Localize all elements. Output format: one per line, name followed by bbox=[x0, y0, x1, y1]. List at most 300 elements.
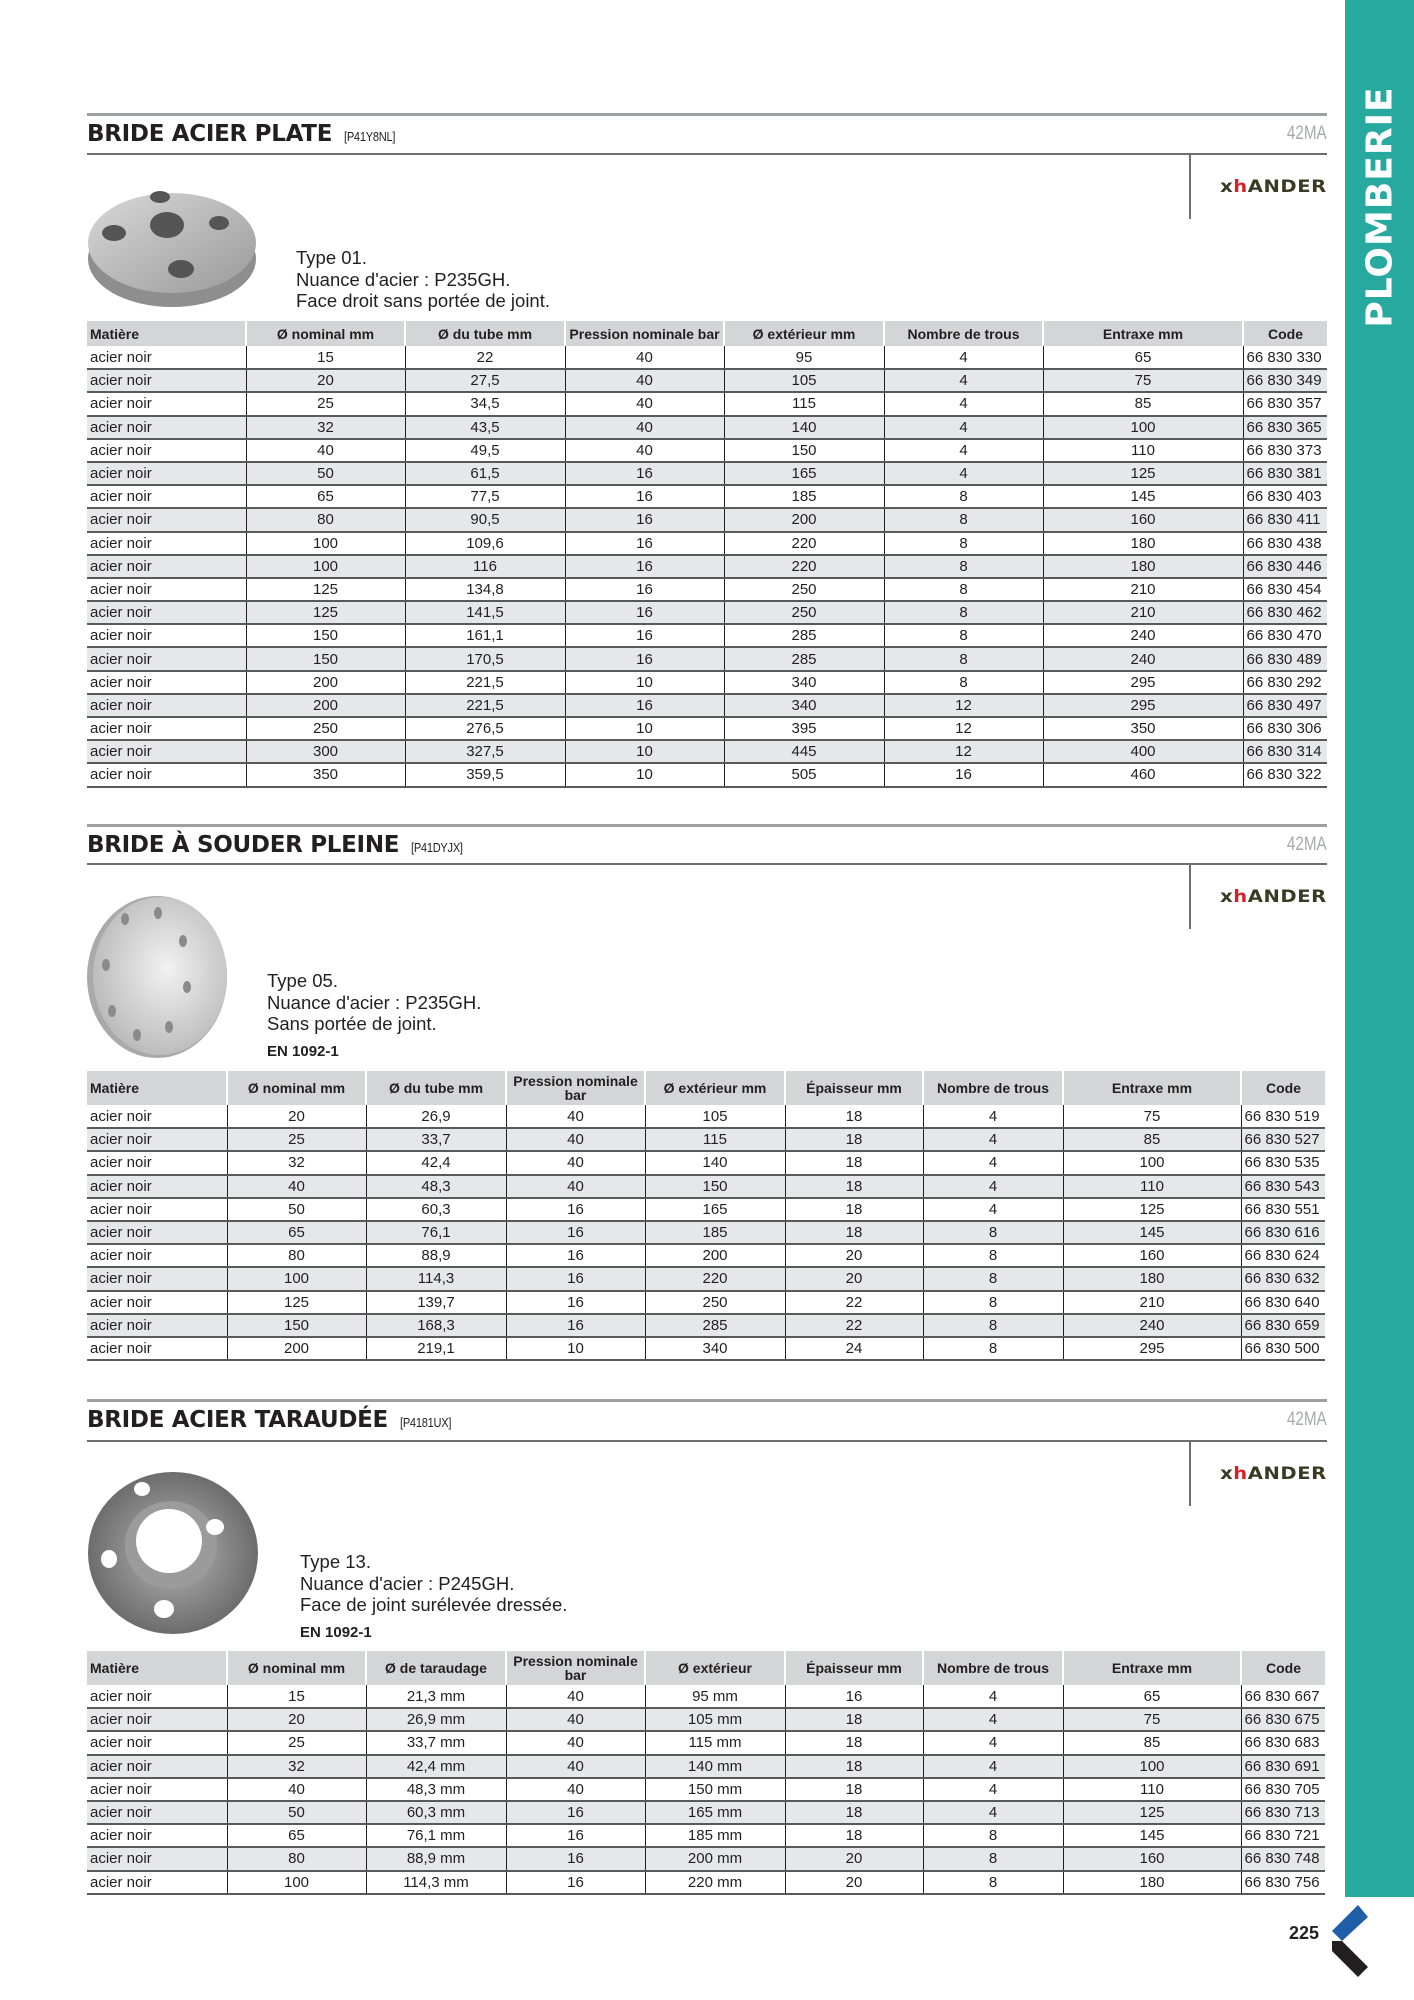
table-cell: 10 bbox=[565, 740, 724, 763]
table-cell: 100 bbox=[1063, 1755, 1241, 1778]
table-cell: 4 bbox=[923, 1685, 1063, 1708]
table-cell: 8 bbox=[884, 578, 1043, 601]
table-cell: 139,7 bbox=[366, 1291, 506, 1314]
column-header: Épaisseur mm bbox=[785, 1071, 923, 1105]
table-cell: acier noir bbox=[87, 694, 246, 717]
table-cell: 85 bbox=[1063, 1731, 1241, 1754]
table-cell: 359,5 bbox=[405, 763, 565, 786]
table-cell: 240 bbox=[1043, 647, 1243, 670]
table-cell: 40 bbox=[227, 1778, 366, 1801]
table-cell: 125 bbox=[246, 601, 405, 624]
norm-label: EN 1092-1 bbox=[300, 1623, 372, 1641]
table-cell: 16 bbox=[506, 1801, 645, 1824]
table-cell: 100 bbox=[246, 555, 405, 578]
table-cell: 21,3 mm bbox=[366, 1685, 506, 1708]
table-cell: 12 bbox=[884, 694, 1043, 717]
table-cell: 114,3 mm bbox=[366, 1871, 506, 1894]
table-cell: 40 bbox=[246, 439, 405, 462]
column-header: Ø extérieur mm bbox=[645, 1071, 785, 1105]
table-row bbox=[87, 1685, 1325, 1708]
flange-plate-image bbox=[87, 185, 257, 309]
table-cell: 10 bbox=[565, 763, 724, 786]
table-cell: 145 bbox=[1063, 1824, 1241, 1847]
table-cell: acier noir bbox=[87, 671, 246, 694]
table-cell: 4 bbox=[923, 1175, 1063, 1198]
table-cell: 8 bbox=[884, 601, 1043, 624]
table-cell: 20 bbox=[227, 1105, 366, 1128]
table-cell: 125 bbox=[1043, 462, 1243, 485]
table-cell: 40 bbox=[565, 416, 724, 439]
product-code-cell: 66 830 489 bbox=[1243, 647, 1327, 670]
column-header: Ø de taraudage bbox=[366, 1651, 506, 1685]
column-header: Nombre de trous bbox=[923, 1071, 1063, 1105]
table-cell: 150 bbox=[227, 1314, 366, 1337]
table-cell: 8 bbox=[884, 647, 1043, 670]
table-cell: 33,7 mm bbox=[366, 1731, 506, 1754]
table-cell: 18 bbox=[785, 1198, 923, 1221]
product-description: Type 05. Nuance d'acier : P235GH. Sans portée de joint. EN 1092-1 bbox=[267, 970, 481, 1062]
table-cell: 18 bbox=[785, 1151, 923, 1174]
table-cell: 40 bbox=[506, 1685, 645, 1708]
table-cell: 110 bbox=[1043, 439, 1243, 462]
column-header: Ø extérieur bbox=[645, 1651, 785, 1685]
table-cell: 400 bbox=[1043, 740, 1243, 763]
norm-label: EN 1092-1 bbox=[267, 1042, 339, 1060]
table-row bbox=[87, 1778, 1325, 1801]
page-number: 225 bbox=[1289, 1923, 1320, 1943]
table-cell: 115 bbox=[645, 1128, 785, 1151]
product-code-cell: 66 830 705 bbox=[1241, 1778, 1325, 1801]
column-header: Ø extérieur mm bbox=[724, 321, 884, 346]
table-cell: acier noir bbox=[87, 1175, 227, 1198]
table-cell: 16 bbox=[506, 1847, 645, 1870]
product-code-cell: 66 830 748 bbox=[1241, 1847, 1325, 1870]
table-cell: acier noir bbox=[87, 1128, 227, 1151]
table-cell: 140 mm bbox=[645, 1755, 785, 1778]
product-code-cell: 66 830 462 bbox=[1243, 601, 1327, 624]
table-cell: 100 bbox=[246, 532, 405, 555]
column-header: Ø nominal mm bbox=[227, 1651, 366, 1685]
table-cell: 340 bbox=[724, 694, 884, 717]
section-rule bbox=[87, 113, 1327, 116]
brand-logo: xhANDER bbox=[1220, 1464, 1327, 1484]
table-cell: 16 bbox=[565, 601, 724, 624]
table-cell: 10 bbox=[506, 1337, 645, 1360]
table-cell: 60,3 mm bbox=[366, 1801, 506, 1824]
table-cell: 180 bbox=[1063, 1871, 1241, 1894]
table-cell: acier noir bbox=[87, 1244, 227, 1267]
column-header: Ø nominal mm bbox=[246, 321, 405, 346]
table-cell: acier noir bbox=[87, 1337, 227, 1360]
table-cell: 10 bbox=[565, 671, 724, 694]
threaded-flange-image bbox=[87, 1471, 259, 1635]
table-cell: 20 bbox=[785, 1267, 923, 1290]
product-code-cell: 66 830 616 bbox=[1241, 1221, 1325, 1244]
section-title: BRIDE ACIER PLATE [P41Y8NL] bbox=[87, 121, 395, 147]
table-row bbox=[87, 671, 1327, 694]
table-cell: 40 bbox=[506, 1105, 645, 1128]
table-cell: 150 mm bbox=[645, 1778, 785, 1801]
product-code-cell: 66 830 446 bbox=[1243, 555, 1327, 578]
table-cell: 95 bbox=[724, 346, 884, 369]
table-cell: acier noir bbox=[87, 740, 246, 763]
table-cell: 4 bbox=[884, 439, 1043, 462]
table-cell: 16 bbox=[506, 1314, 645, 1337]
blind-flange-image bbox=[87, 895, 229, 1059]
table-cell: acier noir bbox=[87, 1314, 227, 1337]
table-cell: 60,3 bbox=[366, 1198, 506, 1221]
section-rule bbox=[87, 1440, 1327, 1442]
table-cell: 140 bbox=[645, 1151, 785, 1174]
column-header: Entraxe mm bbox=[1063, 1071, 1241, 1105]
product-code-cell: 66 830 438 bbox=[1243, 532, 1327, 555]
table-row bbox=[87, 1221, 1325, 1244]
table-cell: 40 bbox=[506, 1731, 645, 1754]
table-cell: 18 bbox=[785, 1824, 923, 1847]
table-cell: 220 mm bbox=[645, 1871, 785, 1894]
table-cell: 114,3 bbox=[366, 1267, 506, 1290]
table-cell: 160 bbox=[1063, 1847, 1241, 1870]
table-cell: 165 bbox=[724, 462, 884, 485]
table-cell: 95 mm bbox=[645, 1685, 785, 1708]
table-cell: 27,5 bbox=[405, 369, 565, 392]
chevron-logo-icon bbox=[1330, 1905, 1370, 1977]
table-cell: 16 bbox=[884, 763, 1043, 786]
table-cell: 40 bbox=[565, 439, 724, 462]
product-code-cell: 66 830 721 bbox=[1241, 1824, 1325, 1847]
table-header-row bbox=[87, 321, 1327, 346]
table-cell: acier noir bbox=[87, 1198, 227, 1221]
table-cell: 50 bbox=[246, 462, 405, 485]
table-cell: 15 bbox=[246, 346, 405, 369]
table-cell: 16 bbox=[506, 1244, 645, 1267]
table-cell: 150 bbox=[645, 1175, 785, 1198]
table-cell: 50 bbox=[227, 1198, 366, 1221]
table-cell: 170,5 bbox=[405, 647, 565, 670]
table-cell: 109,6 bbox=[405, 532, 565, 555]
table-row bbox=[87, 462, 1327, 485]
table-row bbox=[87, 1708, 1325, 1731]
table-cell: acier noir bbox=[87, 1801, 227, 1824]
table-cell: acier noir bbox=[87, 485, 246, 508]
table-cell: acier noir bbox=[87, 555, 246, 578]
section-bride-acier-taraudee bbox=[87, 1399, 1327, 1899]
table-cell: 16 bbox=[506, 1221, 645, 1244]
table-cell: 85 bbox=[1063, 1128, 1241, 1151]
table-cell: 20 bbox=[785, 1871, 923, 1894]
table-row bbox=[87, 485, 1327, 508]
column-header: Ø nominal mm bbox=[227, 1071, 366, 1105]
column-header: Nombre de trous bbox=[884, 321, 1043, 346]
table-row bbox=[87, 1314, 1325, 1337]
product-code-cell: 66 830 667 bbox=[1241, 1685, 1325, 1708]
table-cell: 65 bbox=[1063, 1685, 1241, 1708]
table-cell: 16 bbox=[565, 578, 724, 601]
table-cell: 140 bbox=[724, 416, 884, 439]
table-cell: acier noir bbox=[87, 1105, 227, 1128]
table-cell: 4 bbox=[923, 1801, 1063, 1824]
table-row bbox=[87, 416, 1327, 439]
product-description: Type 01. Nuance d'acier : P235GH. Face droit sans portée de joint. bbox=[296, 247, 551, 311]
table-cell: 100 bbox=[1043, 416, 1243, 439]
table-cell: 61,5 bbox=[405, 462, 565, 485]
table-cell: 22 bbox=[405, 346, 565, 369]
product-ref: [P41Y8NL] bbox=[343, 129, 395, 144]
table-cell: acier noir bbox=[87, 532, 246, 555]
table-cell: 295 bbox=[1043, 694, 1243, 717]
category-label: PLOMBERIE bbox=[1359, 86, 1401, 328]
table-cell: 40 bbox=[565, 392, 724, 415]
table-cell: 8 bbox=[884, 532, 1043, 555]
table-cell: 34,5 bbox=[405, 392, 565, 415]
table-cell: 25 bbox=[227, 1128, 366, 1151]
product-code-cell: 66 830 675 bbox=[1241, 1708, 1325, 1731]
product-code-cell: 66 830 632 bbox=[1241, 1267, 1325, 1290]
table-cell: 20 bbox=[785, 1847, 923, 1870]
table-cell: 4 bbox=[923, 1755, 1063, 1778]
table-cell: 32 bbox=[246, 416, 405, 439]
table-cell: 8 bbox=[884, 624, 1043, 647]
product-code-cell: 66 830 500 bbox=[1241, 1337, 1325, 1360]
table-cell: 200 bbox=[246, 671, 405, 694]
table-cell: 340 bbox=[645, 1337, 785, 1360]
table-cell: 16 bbox=[565, 462, 724, 485]
logo-divider bbox=[1189, 1442, 1191, 1506]
table-cell: 8 bbox=[884, 485, 1043, 508]
table-cell: 40 bbox=[227, 1175, 366, 1198]
family-code: 42MA bbox=[1287, 834, 1327, 855]
table-row bbox=[87, 1175, 1325, 1198]
table-cell: 48,3 bbox=[366, 1175, 506, 1198]
table-row bbox=[87, 1337, 1325, 1360]
product-code-cell: 66 830 713 bbox=[1241, 1801, 1325, 1824]
column-header: Épaisseur mm bbox=[785, 1651, 923, 1685]
table-cell: 240 bbox=[1043, 624, 1243, 647]
table-row bbox=[87, 1801, 1325, 1824]
table-row bbox=[87, 1291, 1325, 1314]
table-row bbox=[87, 1731, 1325, 1754]
table-cell: 42,4 mm bbox=[366, 1755, 506, 1778]
table-cell: 4 bbox=[884, 392, 1043, 415]
table-row bbox=[87, 1755, 1325, 1778]
table-cell: 40 bbox=[506, 1128, 645, 1151]
table-cell: 100 bbox=[227, 1267, 366, 1290]
table-cell: 327,5 bbox=[405, 740, 565, 763]
product-ref: [P4181UX] bbox=[399, 1415, 451, 1430]
table-cell: 40 bbox=[565, 369, 724, 392]
product-code-cell: 66 830 330 bbox=[1243, 346, 1327, 369]
table-cell: 26,9 mm bbox=[366, 1708, 506, 1731]
table-row bbox=[87, 740, 1327, 763]
table-cell: 115 mm bbox=[645, 1731, 785, 1754]
table-cell: acier noir bbox=[87, 439, 246, 462]
table-cell: 40 bbox=[506, 1755, 645, 1778]
column-header: Ø du tube mm bbox=[405, 321, 565, 346]
table-cell: 16 bbox=[565, 647, 724, 670]
table-cell: 285 bbox=[724, 624, 884, 647]
table-cell: 16 bbox=[785, 1685, 923, 1708]
section-rule bbox=[87, 1399, 1327, 1402]
table-cell: 12 bbox=[884, 717, 1043, 740]
table-cell: 460 bbox=[1043, 763, 1243, 786]
table-cell: 40 bbox=[506, 1778, 645, 1801]
product-code-cell: 66 830 322 bbox=[1243, 763, 1327, 786]
table-cell: acier noir bbox=[87, 1847, 227, 1870]
table-cell: 4 bbox=[923, 1731, 1063, 1754]
table-cell: 105 bbox=[724, 369, 884, 392]
table-cell: 185 mm bbox=[645, 1824, 785, 1847]
table-cell: 150 bbox=[246, 624, 405, 647]
column-header: Ø du tube mm bbox=[366, 1071, 506, 1105]
table-cell: 16 bbox=[506, 1198, 645, 1221]
table-cell: 250 bbox=[246, 717, 405, 740]
logo-divider bbox=[1189, 155, 1191, 219]
table-cell: 200 bbox=[724, 508, 884, 531]
table-cell: 10 bbox=[565, 717, 724, 740]
product-code-cell: 66 830 624 bbox=[1241, 1244, 1325, 1267]
table-row bbox=[87, 508, 1327, 531]
table-cell: 16 bbox=[565, 508, 724, 531]
table-cell: 125 bbox=[227, 1291, 366, 1314]
table-cell: 250 bbox=[724, 601, 884, 624]
table-row bbox=[87, 763, 1327, 786]
table-row bbox=[87, 1128, 1325, 1151]
product-code-cell: 66 830 659 bbox=[1241, 1314, 1325, 1337]
table-cell: 65 bbox=[246, 485, 405, 508]
product-code-cell: 66 830 640 bbox=[1241, 1291, 1325, 1314]
table-cell: acier noir bbox=[87, 1267, 227, 1290]
table-cell: acier noir bbox=[87, 601, 246, 624]
table-cell: 4 bbox=[884, 416, 1043, 439]
table-cell: 65 bbox=[227, 1824, 366, 1847]
table-cell: 88,9 bbox=[366, 1244, 506, 1267]
column-header: Pression nominale bar bbox=[565, 321, 724, 346]
column-header: Entraxe mm bbox=[1063, 1651, 1241, 1685]
table-cell: 145 bbox=[1043, 485, 1243, 508]
table-cell: 50 bbox=[227, 1801, 366, 1824]
product-code-cell: 66 830 470 bbox=[1243, 624, 1327, 647]
table-row bbox=[87, 1847, 1325, 1870]
table-cell: acier noir bbox=[87, 763, 246, 786]
table-cell: 125 bbox=[246, 578, 405, 601]
table-cell: 125 bbox=[1063, 1198, 1241, 1221]
table-cell: 285 bbox=[645, 1314, 785, 1337]
table-cell: 180 bbox=[1063, 1267, 1241, 1290]
table-cell: 8 bbox=[884, 508, 1043, 531]
product-code-cell: 66 830 527 bbox=[1241, 1128, 1325, 1151]
product-code-cell: 66 830 497 bbox=[1243, 694, 1327, 717]
table-cell: 8 bbox=[923, 1267, 1063, 1290]
table-cell: 185 bbox=[724, 485, 884, 508]
table-cell: 25 bbox=[246, 392, 405, 415]
product-code-cell: 66 830 543 bbox=[1241, 1175, 1325, 1198]
table-cell: 18 bbox=[785, 1175, 923, 1198]
table-cell: 219,1 bbox=[366, 1337, 506, 1360]
table-cell: 125 bbox=[1063, 1801, 1241, 1824]
table-row bbox=[87, 1105, 1325, 1128]
spec-table bbox=[87, 1071, 1325, 1361]
table-cell: acier noir bbox=[87, 392, 246, 415]
table-cell: 16 bbox=[506, 1291, 645, 1314]
table-cell: 150 bbox=[724, 439, 884, 462]
table-row bbox=[87, 1198, 1325, 1221]
table-cell: 220 bbox=[645, 1267, 785, 1290]
table-cell: acier noir bbox=[87, 647, 246, 670]
product-code-cell: 66 830 535 bbox=[1241, 1151, 1325, 1174]
table-cell: 340 bbox=[724, 671, 884, 694]
table-cell: 32 bbox=[227, 1755, 366, 1778]
table-cell: 22 bbox=[785, 1314, 923, 1337]
section-bride-acier-plate bbox=[87, 113, 1327, 793]
table-cell: 285 bbox=[724, 647, 884, 670]
table-cell: 250 bbox=[645, 1291, 785, 1314]
table-cell: 18 bbox=[785, 1105, 923, 1128]
table-cell: 8 bbox=[923, 1847, 1063, 1870]
table-cell: 250 bbox=[724, 578, 884, 601]
product-code-cell: 66 830 357 bbox=[1243, 392, 1327, 415]
table-row bbox=[87, 392, 1327, 415]
section-rule bbox=[87, 824, 1327, 827]
product-code-cell: 66 830 411 bbox=[1243, 508, 1327, 531]
table-row bbox=[87, 439, 1327, 462]
table-cell: 8 bbox=[884, 555, 1043, 578]
table-cell: 210 bbox=[1043, 601, 1243, 624]
table-cell: 75 bbox=[1043, 369, 1243, 392]
table-row bbox=[87, 694, 1327, 717]
table-cell: 16 bbox=[506, 1267, 645, 1290]
table-cell: 8 bbox=[923, 1221, 1063, 1244]
table-cell: acier noir bbox=[87, 1871, 227, 1894]
brand-logo: xhANDER bbox=[1220, 177, 1327, 197]
table-cell: 76,1 mm bbox=[366, 1824, 506, 1847]
table-cell: 180 bbox=[1043, 555, 1243, 578]
table-cell: 80 bbox=[246, 508, 405, 531]
table-cell: 16 bbox=[565, 485, 724, 508]
table-cell: acier noir bbox=[87, 1755, 227, 1778]
product-code-cell: 66 830 349 bbox=[1243, 369, 1327, 392]
table-cell: 105 mm bbox=[645, 1708, 785, 1731]
table-cell: 165 bbox=[645, 1198, 785, 1221]
column-header: Matière bbox=[87, 1651, 227, 1685]
table-cell: 20 bbox=[246, 369, 405, 392]
table-cell: 300 bbox=[246, 740, 405, 763]
table-cell: 165 mm bbox=[645, 1801, 785, 1824]
product-code-cell: 66 830 403 bbox=[1243, 485, 1327, 508]
table-row bbox=[87, 1151, 1325, 1174]
table-cell: 4 bbox=[923, 1708, 1063, 1731]
table-row bbox=[87, 717, 1327, 740]
table-cell: 80 bbox=[227, 1847, 366, 1870]
table-cell: 8 bbox=[923, 1871, 1063, 1894]
spec-table bbox=[87, 1651, 1325, 1895]
table-cell: 210 bbox=[1043, 578, 1243, 601]
table-cell: 220 bbox=[724, 555, 884, 578]
table-cell: acier noir bbox=[87, 1685, 227, 1708]
table-cell: 4 bbox=[923, 1151, 1063, 1174]
table-cell: 8 bbox=[884, 671, 1043, 694]
table-cell: 134,8 bbox=[405, 578, 565, 601]
table-cell: 221,5 bbox=[405, 694, 565, 717]
product-ref: [P41DYJX] bbox=[410, 840, 463, 855]
table-cell: 90,5 bbox=[405, 508, 565, 531]
table-cell: 110 bbox=[1063, 1175, 1241, 1198]
table-cell: 221,5 bbox=[405, 671, 565, 694]
table-cell: 22 bbox=[785, 1291, 923, 1314]
table-row bbox=[87, 1824, 1325, 1847]
table-cell: 20 bbox=[227, 1708, 366, 1731]
table-cell: 18 bbox=[785, 1708, 923, 1731]
table-cell: 75 bbox=[1063, 1105, 1241, 1128]
